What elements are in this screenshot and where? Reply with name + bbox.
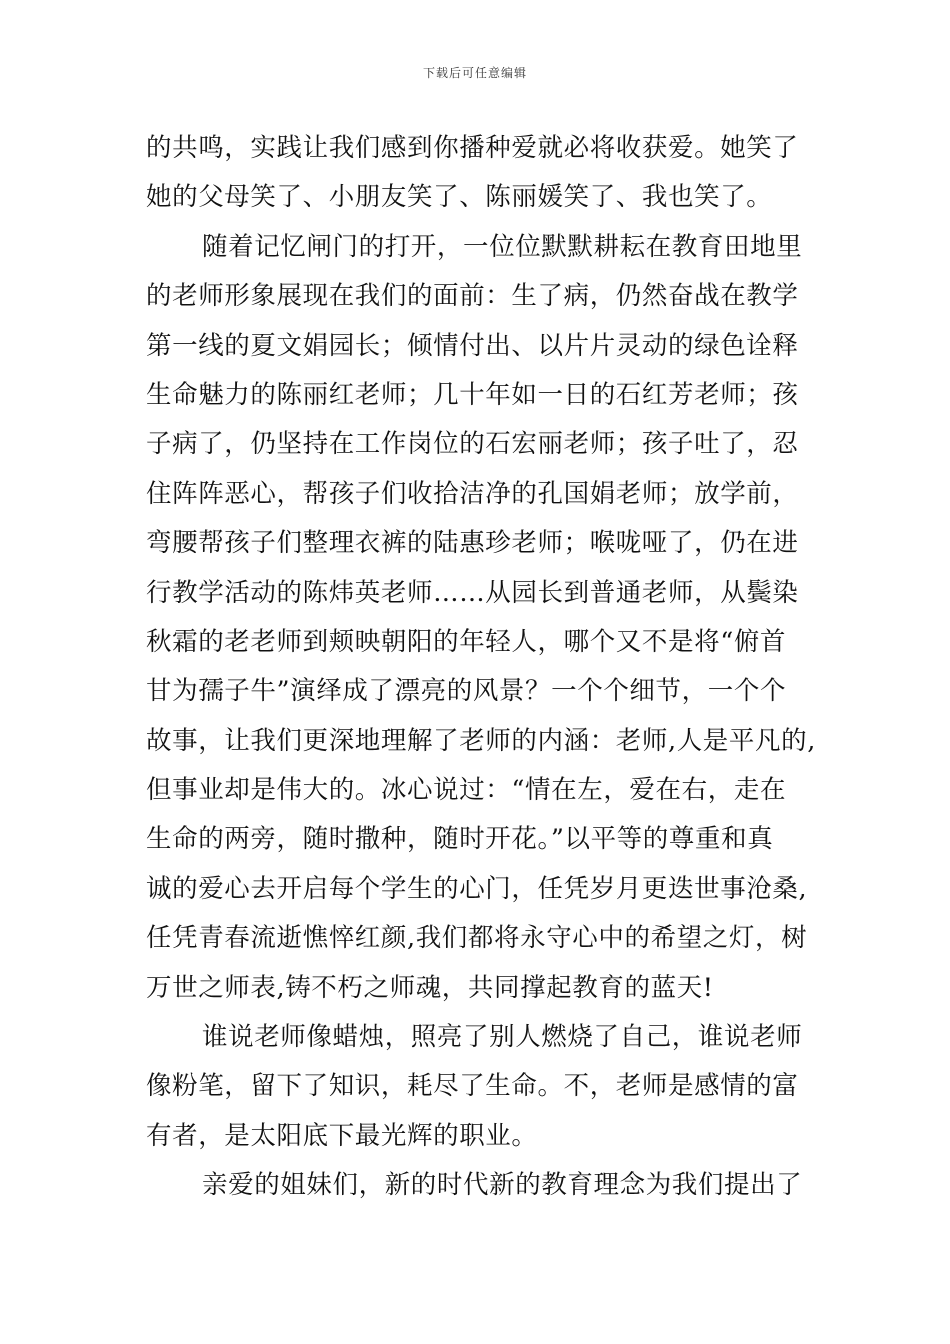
text-line: 故事，让我们更深地理解了老师的内涵：老师,人是平凡的, xyxy=(146,725,816,756)
text-line: 亲爱的姐妹们，新的时代新的教育理念为我们提出了 xyxy=(202,1170,803,1201)
text-line: 万世之师表,铸不朽之师魂，共同撑起教育的蓝天! xyxy=(146,972,714,1003)
text-line: 她的父母笑了、小朋友笑了、陈丽媛笑了、我也笑了。 xyxy=(146,182,773,213)
text-line: 但事业却是伟大的。冰心说过：“情在左，爱在右，走在 xyxy=(146,775,787,806)
text-line: 生命的两旁，随时撒种，随时开花。”以平等的尊重和真 xyxy=(146,824,774,855)
text-line: 像粉笔，留下了知识，耗尽了生命。不，老师是感情的富 xyxy=(146,1071,799,1102)
page-header: 下载后可任意编辑 xyxy=(422,66,527,80)
text-line: 随着记忆闸门的打开，一位位默默耕耘在教育田地里 xyxy=(202,231,803,262)
text-line: 弯腰帮孩子们整理衣裤的陆惠珍老师；喉咙哑了，仍在进 xyxy=(146,528,799,559)
text-line: 任凭青春流逝憔悴红颜,我们都将永守心中的希望之灯，树 xyxy=(146,923,808,954)
text-line: 谁说老师像蜡烛，照亮了别人燃烧了自己，谁说老师 xyxy=(202,1022,803,1053)
text-line: 的共鸣，实践让我们感到你播种爱就必将收获爱。她笑了 xyxy=(146,133,799,163)
body-text xyxy=(146,124,816,1211)
text-line: 第一线的夏文娟园长；倾情付出、以片片灵动的绿色诠释 xyxy=(146,330,799,361)
text-line: 行教学活动的陈炜英老师……从园长到普通老师，从鬓染 xyxy=(146,577,799,608)
text-line: 秋霜的老老师到颊映朝阳的年轻人，哪个又不是将“俯首 xyxy=(146,626,787,657)
text-line: 诚的爱心去开启每个学生的心门，任凭岁月更迭世事沧桑, xyxy=(146,873,808,904)
text-line: 子病了，仍坚持在工作岗位的石宏丽老师；孩子吐了，忍 xyxy=(146,429,799,460)
text-line: 有者，是太阳底下最光辉的职业。 xyxy=(146,1120,538,1151)
text-line: 住阵阵恶心，帮孩子们收拾洁净的孔国娟老师；放学前， xyxy=(146,478,799,509)
text-line: 生命魅力的陈丽红老师；几十年如一日的石红芳老师；孩 xyxy=(146,379,799,410)
text-line: 的老师形象展现在我们的面前：生了病，仍然奋战在教学 xyxy=(146,281,799,312)
text-line: 甘为孺子牛”演绎成了漂亮的风景？一个个细节，一个个 xyxy=(146,676,787,707)
